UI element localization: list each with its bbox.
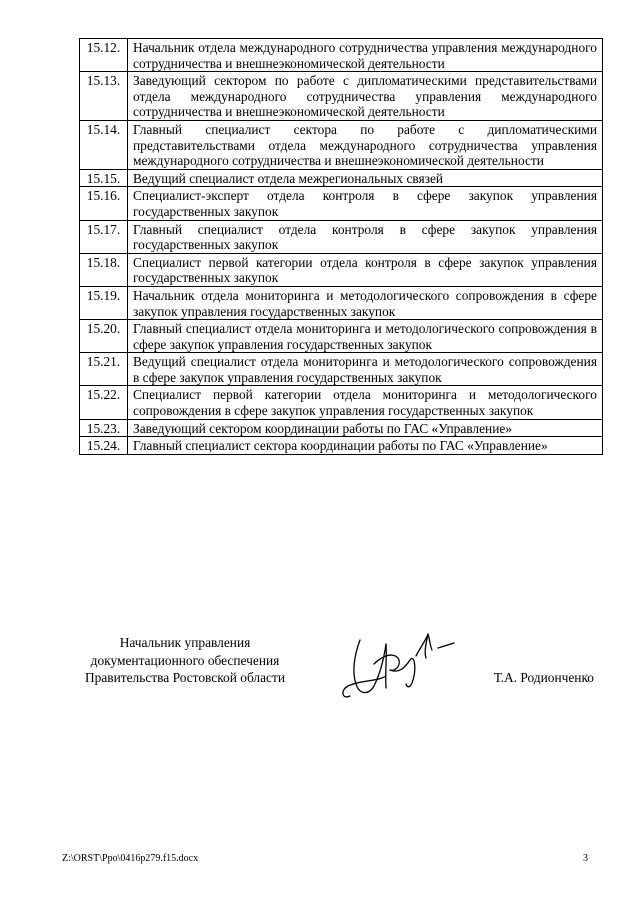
row-number: 15.19. (80, 286, 128, 319)
position-title: Заведующий сектором по работе с дипломатическими представительствами отдела международного сотрудничества управления международного сотрудничества и внешнеэкономической деятельности (128, 72, 603, 121)
position-title: Заведующий сектором координации работы по ГАС «Управление» (128, 419, 603, 437)
row-number: 15.21. (80, 353, 128, 386)
positions-table (79, 38, 603, 455)
table-row (80, 437, 603, 455)
table-row (80, 72, 603, 121)
table-row (80, 169, 603, 187)
signatory-name: Т.А. Родионченко (493, 670, 594, 685)
row-number: 15.15. (80, 169, 128, 187)
table-row (80, 286, 603, 319)
row-number: 15.18. (80, 253, 128, 286)
row-number: 15.20. (80, 320, 128, 353)
signatory-position (60, 634, 310, 687)
file-path: Z:\ORST\Ppo\0416p279.f15.docx (62, 853, 199, 864)
position-title: Главный специалист отдела мониторинга и методологического сопровождения в сфере закупок управления государственных закупок (128, 320, 603, 353)
position-title: Начальник отдела международного сотрудничества управления международного сотрудничества и внешнеэкономической деятельности (128, 39, 603, 72)
page-number: 3 (583, 853, 588, 864)
row-number: 15.14. (80, 120, 128, 169)
position-title: Начальник отдела мониторинга и методологического сопровождения в сфере закупок управления государственных закупок (128, 286, 603, 319)
table-row (80, 320, 603, 353)
table-row (80, 386, 603, 419)
row-number: 15.17. (80, 220, 128, 253)
row-number: 15.22. (80, 386, 128, 419)
table-row (80, 120, 603, 169)
signatory-position-line: документационного обеспечения (90, 652, 280, 668)
table-row (80, 39, 603, 72)
row-number: 15.23. (80, 419, 128, 437)
row-number: 15.13. (80, 72, 128, 121)
table-row (80, 187, 603, 220)
position-title: Ведущий специалист отдела межрегиональных связей (128, 169, 603, 187)
position-title: Ведущий специалист отдела мониторинга и методологического сопровождения в сфере закупок управления государственных закупок (128, 353, 603, 386)
table-row (80, 253, 603, 286)
signatory-position-line: Начальник управления (119, 635, 251, 650)
position-title: Специалист первой категории отдела мониторинга и методологического сопровождения в сфере закупок управления государственных закупок (128, 386, 603, 419)
handwritten-signature-icon (330, 626, 460, 706)
table-row (80, 220, 603, 253)
row-number: 15.24. (80, 437, 128, 455)
position-title: Главный специалист сектора координации работы по ГАС «Управление» (128, 437, 603, 455)
position-title: Специалист-эксперт отдела контроля в сфере закупок управления государственных закупок (128, 187, 603, 220)
table-row (80, 419, 603, 437)
signatory-position-line: Правительства Ростовской области (84, 670, 286, 686)
position-title: Специалист первой категории отдела контроля в сфере закупок управления государственных закупок (128, 253, 603, 286)
row-number: 15.12. (80, 39, 128, 72)
table-row (80, 353, 603, 386)
row-number: 15.16. (80, 187, 128, 220)
position-title: Главный специалист сектора по работе с дипломатическими представительствами отдела международного сотрудничества управления международного сотрудничества и внешнеэкономической деятельности (128, 120, 603, 169)
position-title: Главный специалист отдела контроля в сфере закупок управления государственных закупок (128, 220, 603, 253)
